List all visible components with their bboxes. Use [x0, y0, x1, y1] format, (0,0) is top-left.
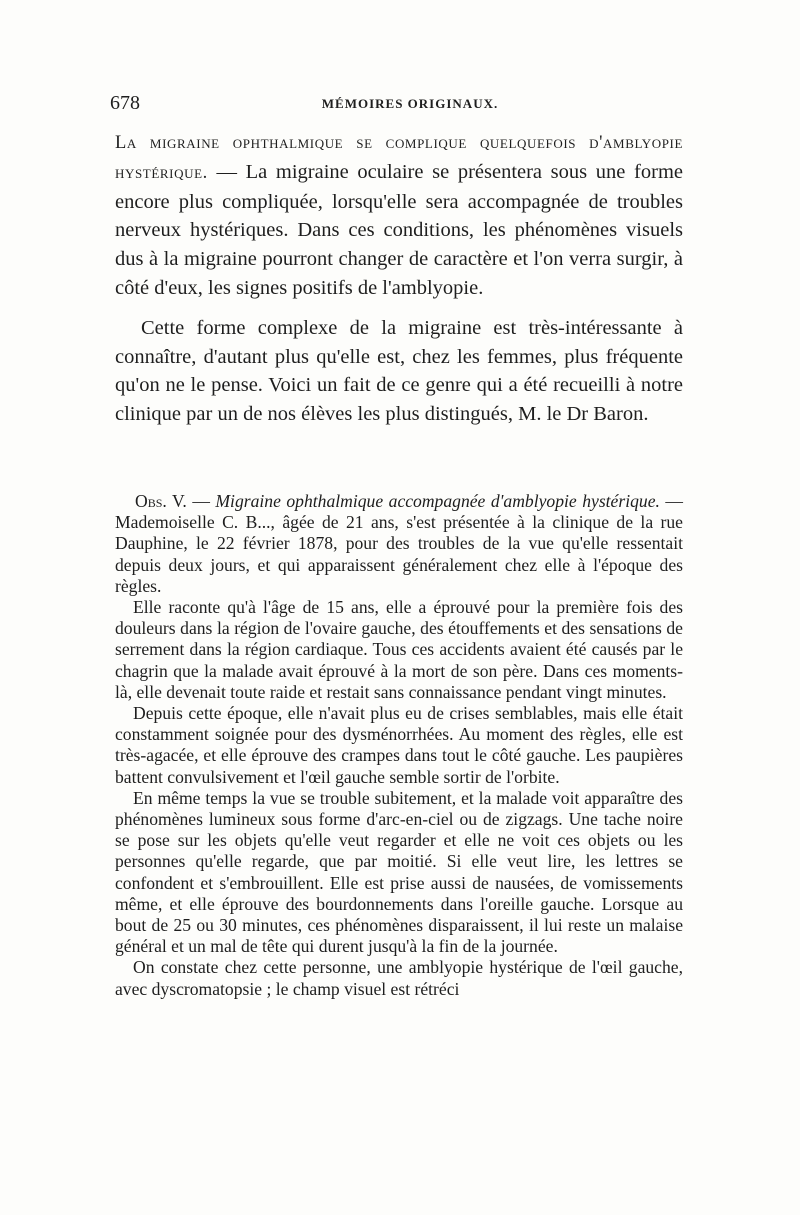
running-title: MÉMOIRES ORIGINAUX.	[321, 96, 499, 111]
observation-paragraph-5: On constate chez cette personne, une amblyopie hystérique de l'œil gauche, avec dyscromatopsie ; le champ visuel est rétréci	[115, 957, 683, 999]
observation-paragraph-4: En même temps la vue se trouble subitement, et la malade voit apparaître des phénomènes lumineux sous forme d'arc-en-ciel ou de zigzags. Une tache noire se pose sur les objets qu'elle veut regarder et elle ne voit ces objets ou les personnes qu'elle regarde, que par moitié. Si elle veut lire, les lettres se confondent et s'embrouillent. Elle est prise aussi de nausées, de vomissements même, et elle éprouve des bourdonnements dans l'oreille gauche. Lorsque au bout de 25 ou 30 minutes, ces phénomènes disparaissent, il lui reste un malaise général et un mal de tête qui durent jusqu'à la fin de la journée.	[115, 787, 683, 957]
observation-paragraph-3: Depuis cette époque, elle n'avait plus eu de crises semblables, mais elle était constamment soignée pour des dysménorrhées. Au moment des règles, elle est très-agacée, et elle éprouve des crampes dans tout le côté gauche. Les paupières battent convulsivement et l'œil gauche semble sortir de l'orbite.	[115, 703, 683, 787]
section-paragraph-2: Cette forme complexe de la migraine est très-intéressante à connaître, d'autant plus qu'elle est, chez les femmes, plus fréquente qu'on ne le pense. Voici un fait de ce genre qui a été recueilli à notre clinique par un de nos élèves les plus distingués, M. le Dr Baron.	[115, 316, 683, 426]
observation-label: Obs. V.	[135, 491, 187, 511]
observation-paragraph-2: Elle raconte qu'à l'âge de 15 ans, elle a éprouvé pour la première fois des douleurs dans la région de l'ovaire gauche, des étouffements et des sensations de serrement dans la région cardiaque. Tous ces accidents avaient été causés par le chagrin que la malade avait éprouvé à la mort de son père. Dans ces moments-là, elle devenait toute raide et restait sans connaissance pendant vingt minutes.	[115, 597, 683, 702]
page-number: 678	[110, 92, 140, 114]
section-title: La migraine ophthalmique se complique quelquefois d'amblyopie hystérique.	[115, 133, 683, 183]
observation-block	[115, 491, 683, 1000]
observation-intro: — Mademoiselle C. B..., âgée de 21 ans, s'est présentée à la clinique de la rue Dauphine, le 22 février 1878, pour des troubles de la vue qu'elle ressentait depuis deux jours, et qui apparaissent généralement chez elle à l'époque des règles.	[115, 491, 683, 596]
main-text	[115, 128, 683, 429]
observation-title: Migraine ophthalmique accompagnée d'amblyopie hystérique.	[215, 491, 660, 511]
section-paragraph-1	[115, 128, 683, 303]
running-head	[110, 92, 690, 122]
observation-paragraph-1	[115, 491, 683, 597]
observation-dash: —	[186, 491, 216, 511]
section-paragraph-1-text: — La migraine oculaire se présentera sous une forme encore plus compliquée, lorsqu'elle sera accompagnée de troubles nerveux hystériques. Dans ces conditions, les phénomènes visuels dus à la migraine pourront changer de caractère et l'on verra surgir, à côté d'eux, les signes positifs de l'amblyopie.	[115, 160, 683, 299]
